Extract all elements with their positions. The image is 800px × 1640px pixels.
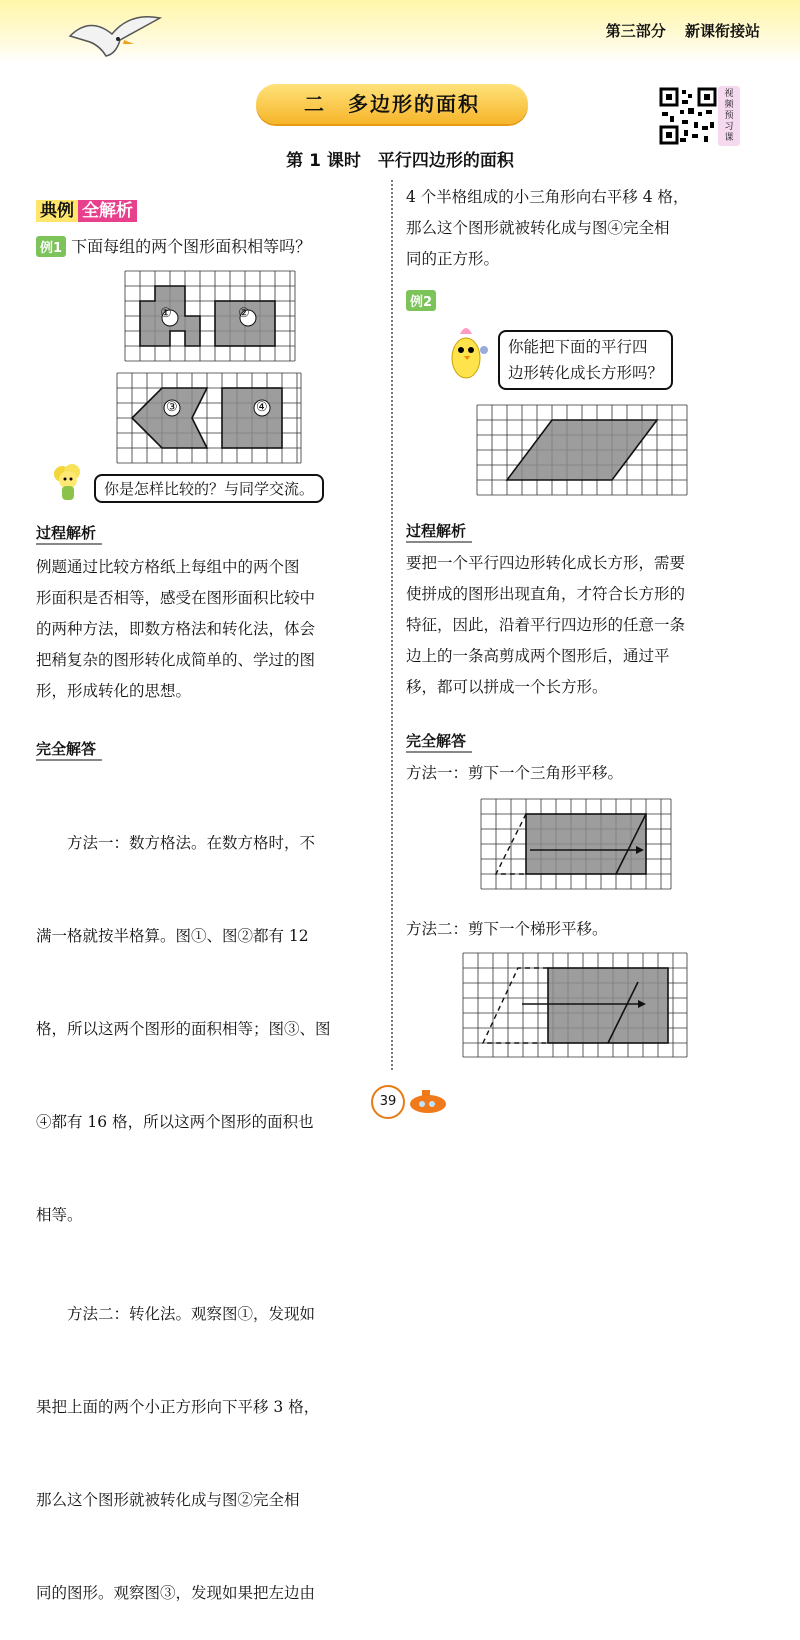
text-line: 果把上面的两个小正方形向下平移 3 格， (36, 1398, 320, 1416)
example1-badge: 例1 (36, 236, 66, 257)
analysis1-text (36, 552, 381, 707)
text-line: 相等。 (36, 1206, 83, 1224)
parallelogram-shape (507, 420, 657, 480)
qr-label-char: 课 (724, 133, 734, 143)
example1-text: 下面每组的两个图形面积相等吗？ (71, 237, 312, 256)
header-column: 新课衔接站 (684, 22, 760, 40)
grid-figures-3-4 (116, 372, 302, 464)
video-preview-tag (718, 86, 740, 146)
figure-4-label: ④ (256, 400, 268, 415)
answer2-heading: 完全解答 (406, 730, 472, 753)
example1-question (36, 234, 311, 257)
seagull-icon (60, 6, 170, 66)
answer1-text (36, 766, 381, 1640)
mascot-icon (48, 462, 88, 506)
parallelogram-grid (476, 404, 688, 498)
method2-text: 方法二：剪下一个梯形平移。 (406, 920, 608, 938)
figure-1-label: ① (160, 306, 172, 321)
figure-3-label: ③ (166, 400, 178, 415)
example2-bubble (498, 330, 673, 390)
submarine-icon (404, 1084, 450, 1118)
grid-figures-1-2 (124, 270, 296, 362)
figure-2-label: ② (238, 306, 250, 321)
bubble-line: 边形转化成长方形吗？ (508, 364, 664, 382)
method1-grid (480, 798, 672, 892)
method1-text: 方法一：剪下一个三角形平移。 (406, 764, 624, 782)
section-tag-part2: 全解析 (78, 200, 137, 222)
text-line: 使拼成的图形出现直角，才符合长方形的 (406, 585, 686, 603)
text-line: 同的正方形。 (406, 250, 500, 268)
text-line: 移，都可以拼成一个长方形。 (406, 678, 608, 696)
text-line: 形面积是否相等，感受在图形面积比较中 (36, 589, 316, 607)
right-top-text (406, 182, 766, 275)
text-line: 4 个半格组成的小三角形向右平移 4 格， (406, 188, 689, 206)
method2-grid (462, 952, 688, 1058)
section-tag (36, 196, 137, 221)
analysis2-text (406, 548, 766, 703)
text-line: ④都有 16 格，所以这两个图形的面积也 (36, 1113, 314, 1131)
header-text (592, 20, 760, 41)
text-line: 边上的一条高剪成两个图形后，通过平 (406, 647, 670, 665)
lesson-title: 第 1 课时 平行四边形的面积 (286, 151, 514, 171)
method2-rectangle (548, 968, 668, 1043)
text-line: 同的图形。观察图③，发现如果把左边由 (36, 1584, 316, 1602)
example2-badge: 例2 (406, 290, 436, 311)
answer1-heading: 完全解答 (36, 738, 102, 761)
qr-label-char: 频 (724, 100, 734, 110)
example2-header (406, 290, 436, 311)
text-line: 方法一：数方格法。在数方格时，不 (36, 834, 316, 852)
page-number: 39 (371, 1085, 405, 1119)
text-line: 方法二：转化法。观察图①，发现如 (36, 1305, 316, 1323)
chick-mascot-icon (444, 320, 492, 384)
method1-rectangle (526, 814, 646, 874)
text-line: 把稍复杂的图形转化成简单的、学过的图 (36, 651, 316, 669)
text-line: 满一格就按半格算。图①、图②都有 12 (36, 927, 309, 945)
chapter-title: 二 多边形的面积 (256, 84, 528, 124)
text-line: 要把一个平行四边形转化成长方形，需要 (406, 554, 686, 572)
text-line: 的两种方法，即数方格法和转化法，体会 (36, 620, 316, 638)
qr-label-char: 预 (724, 111, 734, 121)
text-line: 格，所以这两个图形的面积相等；图③、图 (36, 1020, 331, 1038)
bubble-line: 你能把下面的平行四 (508, 338, 648, 356)
example1-bubble: 你是怎样比较的？与同学交流。 (94, 474, 324, 503)
analysis2-heading: 过程解析 (406, 520, 472, 543)
qr-code-icon (658, 86, 718, 146)
text-line: 形，形成转化的思想。 (36, 682, 192, 700)
column-divider (391, 180, 393, 1070)
figure-4-shape (222, 388, 282, 448)
text-line: 例题通过比较方格纸上每组中的两个图 (36, 558, 300, 576)
analysis1-heading: 过程解析 (36, 522, 102, 545)
section-tag-part1: 典例 (36, 200, 78, 222)
text-line: 那么这个图形就被转化成与图④完全相 (406, 219, 670, 237)
text-line: 那么这个图形就被转化成与图②完全相 (36, 1491, 300, 1509)
header-part: 第三部分 (605, 22, 666, 40)
qr-label-char: 习 (724, 122, 734, 132)
qr-label-char: 视 (724, 89, 734, 99)
text-line: 特征，因此，沿着平行四边形的任意一条 (406, 616, 686, 634)
